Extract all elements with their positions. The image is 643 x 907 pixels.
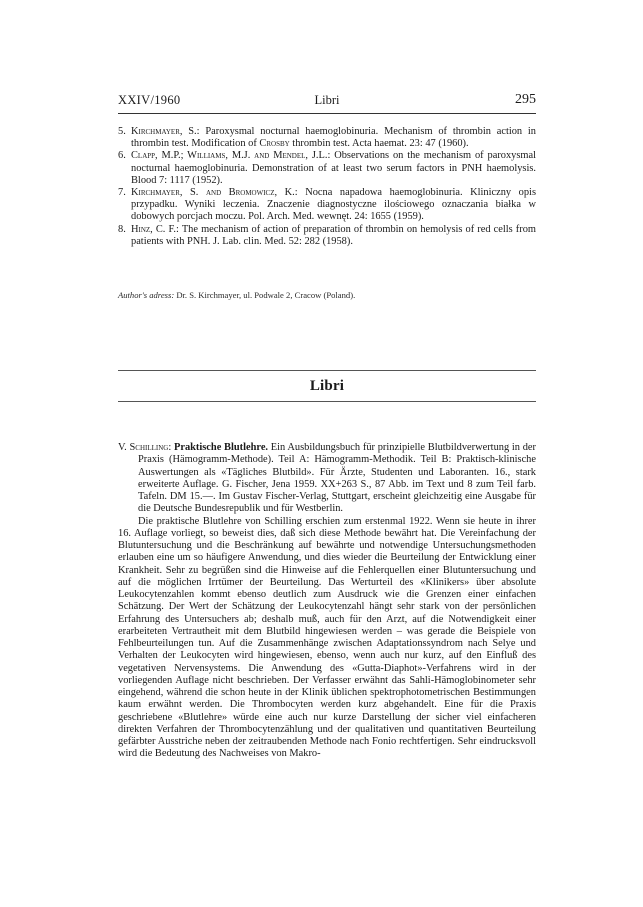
reference-item (118, 150, 536, 187)
review-citation-details: Ein Ausbildungsbuch für prinzipielle Blutbildverwertung in der Praxis (Hämogramm-Methode). Teil A: Hämogramm-Methodik. Teil B: Praktisch-klinische Auswertungen als «Tägliches Blutbild». Für Ärzte, Studenten und Laboranten. 16., stark erweiterte Auflage. G. Fischer, Jena 1959. XX+263 S., 87 Abb. im Text und 8 zum Teil farb. Tafeln. DM 15.—. Im Gustav Fischer-Verlag, Stuttgart, erscheint gleichzeitig eine Ausgabe für die Deutsche Bundesrepublik und für Westberlin. (138, 442, 536, 515)
reference-author: Kirchmayer, S. (131, 126, 197, 137)
address-label: Author's adress: (118, 290, 175, 300)
reference-text-continued: thrombin test. Acta haemat. 23: 47 (1960). (289, 138, 469, 150)
reference-item (118, 224, 536, 248)
reference-item (118, 187, 536, 224)
reference-author: Hinz, C. F. (131, 223, 177, 235)
reference-number: 5. (118, 126, 126, 137)
review-body: Die praktische Blutlehre von Schilling erschien zum erstenmal 1922. Wenn sie heute in ihrer 16. Auflage vorliegt, so beweist dies, daß sich diese Methode bewährt hat. Die Vereinfachung der Blutuntersuchung und die Beschränkung auf bewährte und notwendige Untersuchungsmethoden erlauben eine um so häufigere Anwendung, und dies wieder die Beurteilung der Entwicklung einer Krankheit. Sehr zu begrüßen sind die Hinweise auf die Fehlerquellen einer Blutuntersuchung und auf die möglichen Irrtümer der Beurteilung. Das Werturteil des «Klinikers» über absolute Leukocytenzahlen kommt ebenso deutlich zum Ausdruck wie die Grenzen einer einfachen Schätzung. Der Wert der Schätzung der Leukocytenzahl hängt sehr stark von der persönlichen Erfahrung des Untersuchers ab; deshalb muß, auch für den Arzt, auf die Notwendigkeit einer erarbeiteten Vertrautheit mit dem Blutbild hingewiesen werden – was gerade die Beispiele von Fehlbeurteilungen tun. Auf die Zusammenhänge zwischen Adaptationssyndrom nach Selye und Verhalten der Leukocyten wird hingewiesen, ebenso, wenn auch nur kurz, auf den Einfluß des vegetativen Nervensystems. Die Anwendung des «Gutta-Diaphot»-Verfahrens wird in der vorliegenden Auflage nicht beschrieben. Der Verfasser erwähnt das Sahli-Hämoglobinometer sehr eingehend, während die schon heute in der Klinik üblichen spektrophotometrischen Bestimmungen kaum erwähnt werden. Die Thrombocyten werden kurz abgehandelt. Eine für die Praxis geschriebene «Blutlehre» würde eine auch nur kurze Darstellung der sicher viel einfacheren direkten Verfahren der Thrombocytenzählung und der qualitativen und quantitativen Beurteilung gefärbter Ausstriche neben der zeitraubenden Methode nach Fonio rechtfertigen. Sehr eindrucksvoll wird die Bedeutung des Nachweises von Makro- (118, 515, 536, 760)
book-review (118, 442, 536, 761)
journal-volume: XXIV/1960 (118, 93, 181, 107)
address-text: Dr. S. Kirchmayer, ul. Podwale 2, Cracow (Poland). (174, 290, 356, 300)
reference-number: 6. (118, 150, 126, 162)
header-rule (118, 113, 536, 114)
reference-item (118, 126, 536, 150)
reference-number: 8. (118, 223, 126, 235)
reference-author-inline: Crosby (259, 138, 290, 150)
review-book-title: Praktische Blutlehre. (173, 442, 269, 453)
reference-author: Clapp, M.P.; Williams, M.J. and Mendel, J.L. (131, 150, 328, 162)
running-section-title: Libri (314, 93, 340, 107)
review-citation: V. Schilling: Praktische Blutlehre. Ein Ausbildungsbuch für prinzipielle Blutbildverwertung in der Praxis (Hämogramm-Methode). Teil A: Hämogramm-Methodik. Teil B: Praktisch-klinische Auswertungen als «Tägliches Blutbild». Für Ärzte, Studenten und Laboranten. 16., stark erweiterte Auflage. G. Fischer, Jena 1959. XX+263 S., 87 Abb. im Text und 8 zum Teil farb. Tafeln. DM 15.—. Im Gustav Fischer-Verlag, Stuttgart, erscheint gleichzeitig eine Ausgabe für die Deutsche Bundesrepublik und für Westberlin. (118, 442, 536, 515)
review-book-author: V. Schilling (118, 442, 169, 453)
section-rule-top (118, 370, 536, 371)
page-number: 295 (515, 92, 536, 107)
author-address (118, 290, 536, 300)
reference-author: Kirchmayer, S. and Bromowicz, K. (131, 187, 295, 199)
reference-text: : Nocna napadowa haemoglobinuria. Kliniczny opis przypadku. Wyniki leczenia. Znaczenie diagnostyczne ilościowego oznaczania białka w dobowych porcjach moczu. Pol. Arch. Med. wewnęt. 24: 1655 (1959). (131, 187, 536, 223)
section-rule-bottom (118, 401, 536, 402)
running-header (118, 88, 536, 114)
reference-text: : Paroxysmal nocturnal haemoglobinuria. Mechanism of thrombin action in thrombin test. Modification of (131, 126, 536, 150)
reference-text: : The mechanism of action of preparation of thrombin on hemolysis of red cells from patients with PNH. J. Lab. clin. Med. 52: 282 (1958). (131, 223, 537, 247)
reference-number: 7. (118, 187, 126, 199)
section-title: Libri (309, 378, 345, 394)
reference-text: : Observations on the mechanism of paroxysmal nocturnal haemoglobinuria. Demonstration of at least two serum factors in PNH haemolysis. Blood 7: 1117 (1952). (131, 150, 536, 186)
reference-list (118, 126, 536, 248)
